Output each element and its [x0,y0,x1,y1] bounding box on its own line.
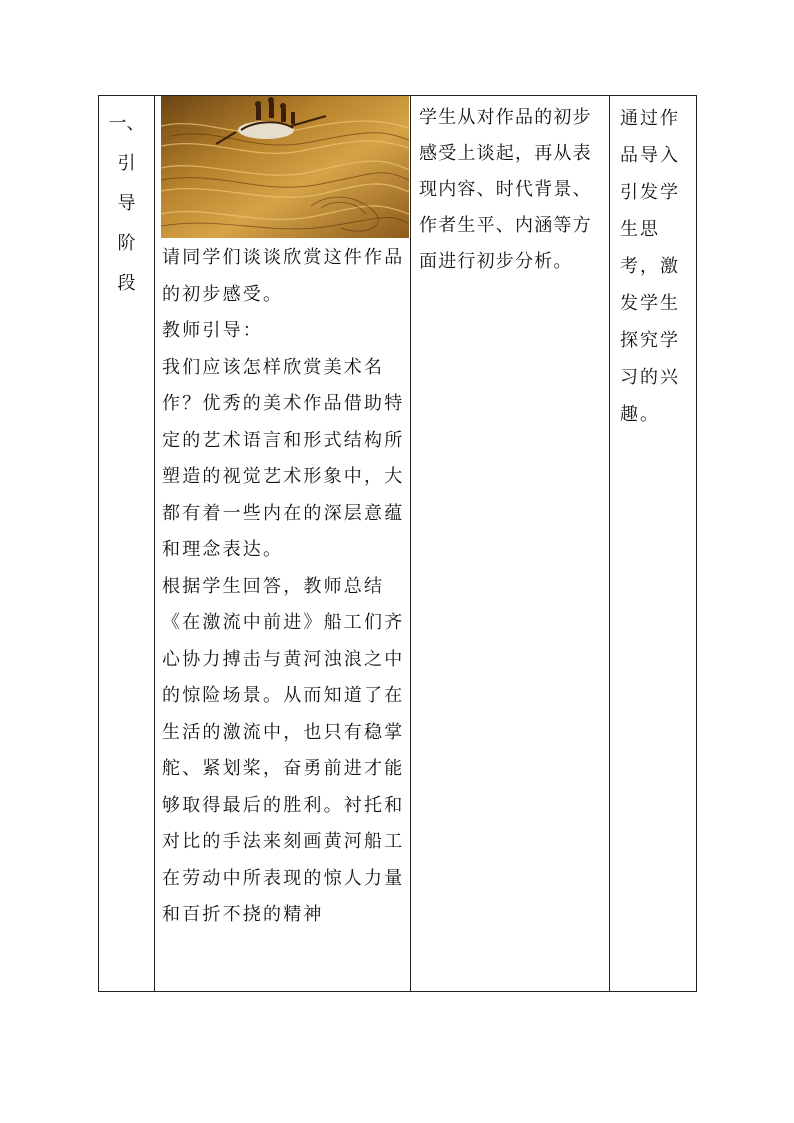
design-purpose-cell [610,96,697,992]
teacher-prompt: 请同学们谈谈欣赏这件作品的初步感受。 [162,247,405,305]
lesson-plan-table [98,95,697,992]
student-activity-cell [411,96,610,992]
guide-label: 教师引导： [162,320,263,341]
stage-char: 段 [117,273,136,294]
stage-char: 阶 [117,233,136,254]
stage-label [99,96,154,304]
teacher-activity-cell [155,96,411,992]
stage-char: 导 [117,193,136,214]
stage-char: 引 [117,153,136,174]
stage-char: 一、 [108,113,145,134]
design-purpose-text: 通过作品导入引发学生思考，激发学生探究学习的兴趣。 [620,108,680,425]
teacher-summary: 根据学生回答，教师总结《在激流中前进》船工们齐心协力搏击与黄河浊浪之中的惊险场景。从而知道了在生活的激流中，也只有稳掌舵、紧划桨，奋勇前进才能够取得最后的胜利。衬托和对比的手法来刻画黄河船工在劳动中所表现的惊人力量和百折不挠的精神 [162,575,405,925]
painting-image [161,96,409,238]
stage-cell [99,96,155,992]
guide-question: 我们应该怎样欣赏美术名作？优秀的美术作品借助特定的艺术语言和形式结构所塑造的视觉艺术形象中，大都有着一些内在的深层意蕴和理念表达。 [162,356,405,560]
painting-illustration [161,96,409,238]
teacher-activity-text [162,240,406,934]
student-activity-text: 学生从对作品的初步感受上谈起，再从表现内容、时代背景、作者生平、内涵等方面进行初步分析。 [419,107,592,272]
table-row [99,96,697,992]
